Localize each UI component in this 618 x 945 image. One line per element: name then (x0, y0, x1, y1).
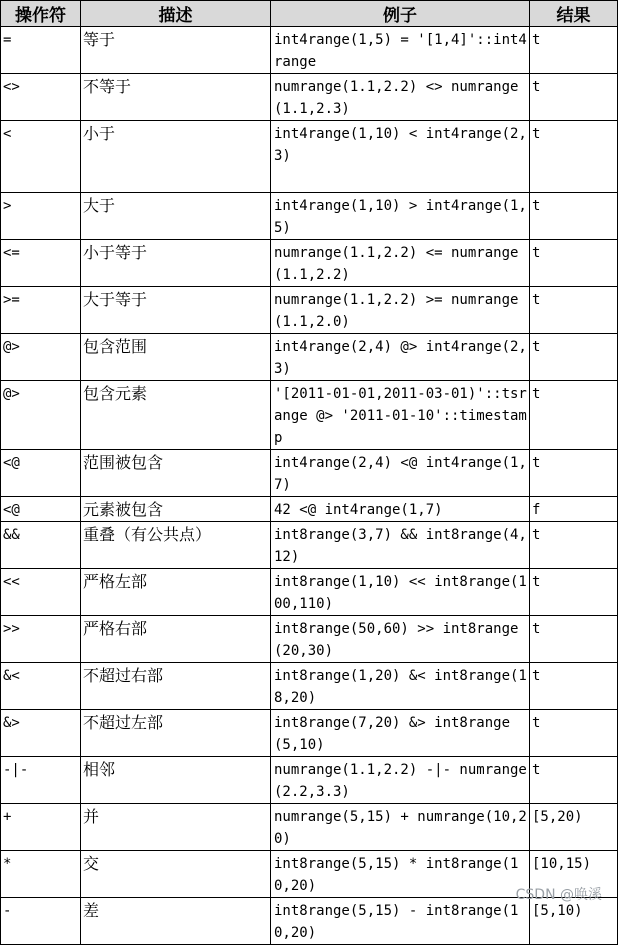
result-cell: t (530, 121, 618, 193)
operator-cell: && (1, 522, 81, 569)
description-cell: 小于 (81, 121, 271, 193)
example-cell: int4range(2,4) @> int4range(2,3) (271, 334, 530, 381)
result-cell: t (530, 74, 618, 121)
result-cell: t (530, 710, 618, 757)
table-row (1, 898, 618, 945)
description-cell: 严格左部 (81, 569, 271, 616)
table-header-row (1, 1, 618, 27)
table-row (1, 522, 618, 569)
operator-cell: + (1, 804, 81, 851)
description-cell: 严格右部 (81, 616, 271, 663)
result-cell: t (530, 287, 618, 334)
description-cell: 交 (81, 851, 271, 898)
operator-cell: @> (1, 334, 81, 381)
result-cell: t (530, 27, 618, 74)
example-cell: numrange(1.1,2.2) -|- numrange(2.2,3.3) (271, 757, 530, 804)
table-row (1, 334, 618, 381)
result-cell: t (530, 381, 618, 450)
description-cell: 重叠（有公共点） (81, 522, 271, 569)
operator-cell: -|- (1, 757, 81, 804)
result-cell: t (530, 193, 618, 240)
description-cell: 差 (81, 898, 271, 945)
table-row (1, 27, 618, 74)
table-row (1, 381, 618, 450)
description-cell: 小于等于 (81, 240, 271, 287)
description-cell: 包含范围 (81, 334, 271, 381)
example-cell: int4range(2,4) <@ int4range(1,7) (271, 450, 530, 497)
operator-cell: &< (1, 663, 81, 710)
result-cell: t (530, 663, 618, 710)
operator-cell: &> (1, 710, 81, 757)
example-cell: 42 <@ int4range(1,7) (271, 497, 530, 522)
result-cell: t (530, 616, 618, 663)
result-cell: t (530, 757, 618, 804)
example-cell: numrange(1.1,2.2) <> numrange(1.1,2.3) (271, 74, 530, 121)
operator-cell: <= (1, 240, 81, 287)
table-row (1, 450, 618, 497)
result-cell: t (530, 522, 618, 569)
result-cell: [5,10) (530, 898, 618, 945)
example-cell: int4range(1,5) = '[1,4]'::int4range (271, 27, 530, 74)
description-cell: 不超过左部 (81, 710, 271, 757)
operator-cell: <> (1, 74, 81, 121)
example-cell: '[2011-01-01,2011-03-01)'::tsrange @> '2011-01-10'::timestamp (271, 381, 530, 450)
table-row (1, 710, 618, 757)
example-cell: numrange(1.1,2.2) >= numrange(1.1,2.0) (271, 287, 530, 334)
example-cell: int8range(5,15) - int8range(10,20) (271, 898, 530, 945)
example-cell: int8range(3,7) && int8range(4,12) (271, 522, 530, 569)
result-cell: t (530, 450, 618, 497)
operator-cell: - (1, 898, 81, 945)
table-row (1, 193, 618, 240)
table-row (1, 121, 618, 193)
example-cell: int8range(7,20) &> int8range(5,10) (271, 710, 530, 757)
operator-cell: >= (1, 287, 81, 334)
operator-cell: @> (1, 381, 81, 450)
operator-cell: < (1, 121, 81, 193)
operator-cell: * (1, 851, 81, 898)
operator-cell: = (1, 27, 81, 74)
operator-cell: >> (1, 616, 81, 663)
description-cell: 相邻 (81, 757, 271, 804)
example-cell: int8range(5,15) * int8range(10,20) (271, 851, 530, 898)
table-row (1, 287, 618, 334)
header-description: 描述 (81, 1, 271, 27)
table-row (1, 569, 618, 616)
table-row (1, 663, 618, 710)
table-row (1, 804, 618, 851)
operator-cell: << (1, 569, 81, 616)
description-cell: 大于等于 (81, 287, 271, 334)
description-cell: 并 (81, 804, 271, 851)
result-cell: t (530, 569, 618, 616)
example-cell: int8range(50,60) >> int8range(20,30) (271, 616, 530, 663)
table-row (1, 74, 618, 121)
table-row (1, 616, 618, 663)
result-cell: [5,20) (530, 804, 618, 851)
description-cell: 等于 (81, 27, 271, 74)
example-cell: int8range(1,10) << int8range(100,110) (271, 569, 530, 616)
example-cell: int8range(1,20) &< int8range(18,20) (271, 663, 530, 710)
header-example: 例子 (271, 1, 530, 27)
header-operator: 操作符 (1, 1, 81, 27)
csdn-watermark: CSDN @唤溪 (515, 887, 602, 903)
result-cell: f (530, 497, 618, 522)
description-cell: 范围被包含 (81, 450, 271, 497)
table-row (1, 240, 618, 287)
description-cell: 大于 (81, 193, 271, 240)
description-cell: 包含元素 (81, 381, 271, 450)
description-cell: 不等于 (81, 74, 271, 121)
operator-cell: > (1, 193, 81, 240)
operator-cell: <@ (1, 450, 81, 497)
description-cell: 元素被包含 (81, 497, 271, 522)
result-cell: t (530, 240, 618, 287)
header-result: 结果 (530, 1, 618, 27)
example-cell: int4range(1,10) > int4range(1,5) (271, 193, 530, 240)
result-cell: t (530, 334, 618, 381)
table-row (1, 757, 618, 804)
description-cell: 不超过右部 (81, 663, 271, 710)
example-cell: numrange(1.1,2.2) <= numrange(1.1,2.2) (271, 240, 530, 287)
operator-cell: <@ (1, 497, 81, 522)
table-row (1, 497, 618, 522)
example-cell: int4range(1,10) < int4range(2,3) (271, 121, 530, 193)
result-cell: [10,15) (530, 851, 618, 898)
example-cell: numrange(5,15) + numrange(10,20) (271, 804, 530, 851)
